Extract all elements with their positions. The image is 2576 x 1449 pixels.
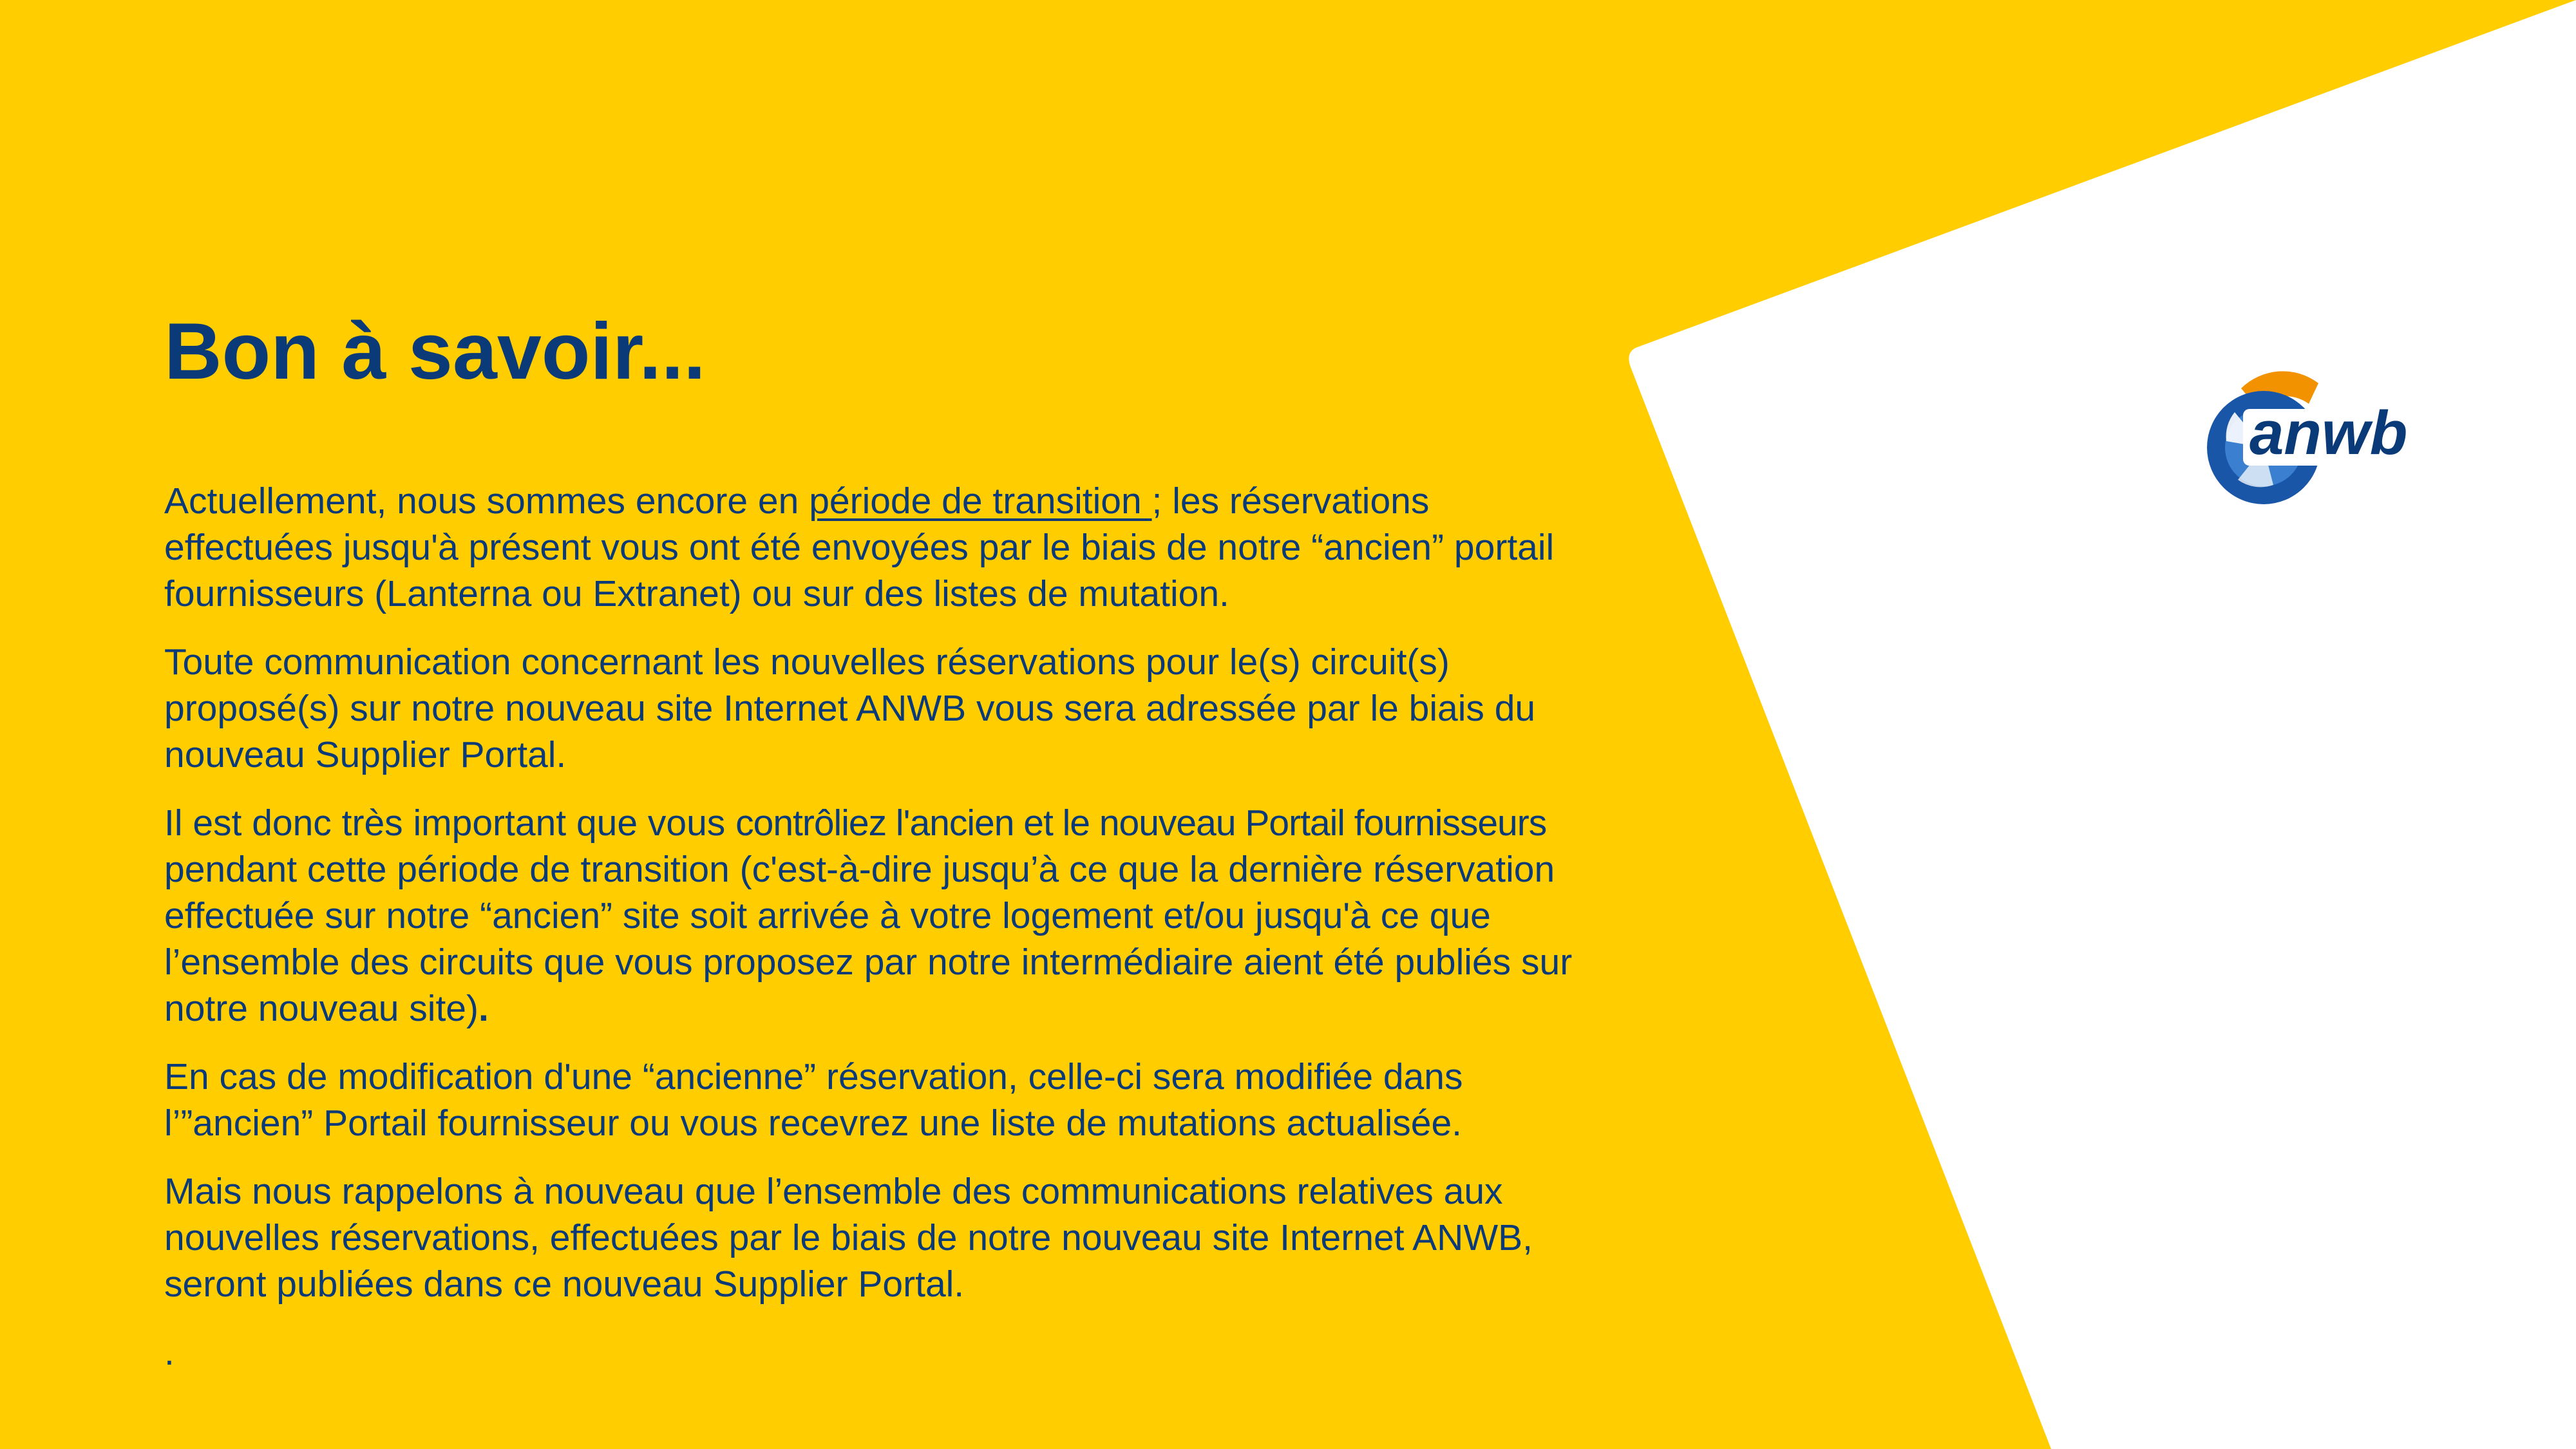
- paragraph-check-intro: Il est donc très important que vous: [164, 802, 736, 844]
- paragraph-transition-intro: Actuellement, nous sommes encore en: [164, 480, 810, 522]
- paragraph-check-end: .: [478, 988, 489, 1029]
- paragraph-dot: .: [164, 1332, 175, 1373]
- slide-title: Bon à savoir...: [164, 307, 706, 396]
- paragraph-check-portals: [164, 800, 1581, 1032]
- body-text: [164, 478, 1581, 1397]
- anwb-logo: [2167, 357, 2489, 518]
- paragraph-reminder: Mais nous rappelons à nouveau que l’ensemble des communications relatives aux nouvelles réservations, effectuées par le biais de notre nouveau site Internet ANWB, seront publiées dans ce nouveau Supplier Portal.: [164, 1171, 1533, 1305]
- paragraph-new-portal: Toute communication concernant les nouvelles réservations pour le(s) circuit(s) proposé(s) sur notre nouveau site Internet ANWB vous sera adressée par le biais du nouveau Supplier Portal.: [164, 641, 1536, 775]
- paragraph-modification: En cas de modification d'une “ancienne” réservation, celle-ci sera modifiée dans l’”ancien” Portail fournisseur ou vous recevrez une liste de mutations actualisée.: [164, 1056, 1463, 1144]
- paragraph-check-rest: pendant cette période de transition (c'est-à-dire jusqu’à ce que la dernière réservation effectuée sur notre “ancien” site soit arrivée à votre logement et/ou jusqu'à ce que l’ensemble des circuits que vous proposez par notre intermédiaire aient été publiés sur notre nouveau site): [164, 849, 1573, 1029]
- emphasis-check-portals: contrôliez l'ancien et le nouveau Portail fournisseurs: [735, 802, 1547, 844]
- anwb-logo-wordmark: anwb: [2249, 399, 2408, 468]
- transition-period-link[interactable]: période de transition: [809, 480, 1152, 522]
- paragraph-transition-rest: ; les réservations effectuées jusqu'à présent vous ont été envoyées par le biais de notre “ancien” portail fournisseurs (Lanterna ou Extranet) ou sur des listes de mutation.: [164, 480, 1555, 614]
- paragraph-transition: [164, 478, 1581, 617]
